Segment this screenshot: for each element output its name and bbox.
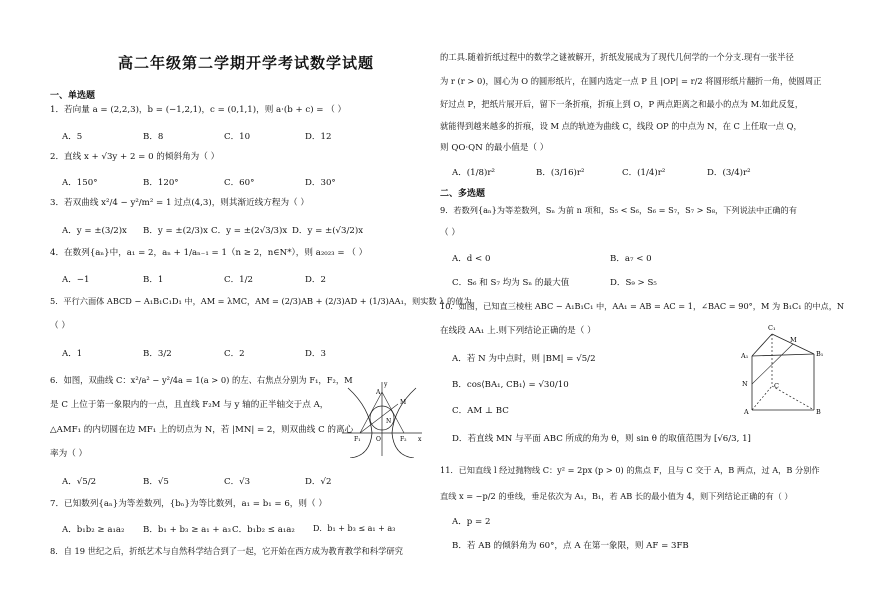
- q4-stem: 4．在数列{aₙ}中，a₁ = 2，aₙ + 1/aₙ₋₁ = 1（n ≥ 2，n∈N*），则 a₂₀₂₃ = （ ）: [50, 248, 368, 258]
- q6-stem-line4: 率为（ ）: [50, 449, 88, 459]
- q8-option-d: D．(3/4)r²: [707, 168, 751, 178]
- q1-option-a: A．5: [62, 132, 83, 142]
- q11-option-a: A．p = 2: [452, 517, 491, 527]
- q3-option-b: B．y = ±(2/3)x: [143, 226, 209, 236]
- q8-line1: 的工具.随着折纸过程中的数学之谜被解开，折纸发展成为了现代几何学的一个分支.现有一张半径: [440, 52, 794, 62]
- q5-option-b: B．3/2: [143, 349, 172, 359]
- label-m: M: [400, 399, 407, 406]
- label-n: N: [742, 380, 748, 388]
- label-n: N: [386, 418, 392, 425]
- q5-stem-line2: （ ）: [50, 321, 70, 331]
- label-m: M: [790, 336, 797, 344]
- q10-option-b: B．cos⟨BA₁, CB₁⟩ = √30/10: [452, 380, 569, 390]
- q10-option-d: D．若直线 MN 与平面 ABC 所成的角为 θ，则 sin θ 的取值范围为 [√6/3, 1]: [452, 434, 751, 444]
- q2-option-d: D．30°: [305, 178, 336, 188]
- q6-stem-line3: △AMF₁ 的内切圆在边 MF₁ 上的切点为 N，若 |MN| = 2，则双曲线 C 的离心: [50, 425, 354, 435]
- q7-option-d: D．b₁ + b₃ ≤ a₁ + a₃: [313, 524, 396, 533]
- q6-stem-line2: 是 C 上位于第一象限内的一点，且直线 F₂M 与 y 轴的正半轴交于点 A，: [50, 400, 329, 410]
- label-b: B: [816, 408, 821, 416]
- q8-option-a: A．(1/8)r²: [452, 168, 495, 178]
- q4-option-b: B．1: [143, 275, 164, 285]
- label-b1: B₁: [816, 350, 824, 358]
- hyperbola-figure: [340, 378, 425, 458]
- q8-stem-start: 8．自 19 世纪之后，折纸艺术与自然科学结合到了一起，它开始在西方成为教育教学和科学研究: [50, 546, 403, 556]
- q5-option-c: C．2: [224, 349, 245, 359]
- label-a: A: [376, 389, 381, 396]
- q7-option-a: A．b₁b₂ ≥ a₁a₂: [62, 525, 125, 535]
- q6-option-c: C．√3: [224, 477, 251, 487]
- edge-a-c: [752, 386, 772, 410]
- q11-stem-line2: 直线 x = −p/2 的垂线，垂足依次为 A₁，B₁，若 AB 长的最小值为 4，则下列结论正确的有（ ）: [440, 491, 793, 501]
- q1-option-d: D．12: [305, 132, 332, 142]
- q3-option-d: D．y = ±(√3/2)x: [292, 226, 364, 236]
- q7-option-c: C．b₁b₂ ≤ a₁a₂: [232, 525, 295, 535]
- q8-line3: 好过点 P，把纸片展开后，留下一条折痕，折痕上到 O，P 两点距离之和最小的点为 M.如此反复，: [440, 99, 804, 109]
- q9-option-a: A．d < 0: [452, 254, 491, 264]
- label-c1: C₁: [768, 324, 776, 332]
- q9-stem-line2: （ ）: [440, 228, 460, 238]
- q8-option-c: C．(1/4)r²: [622, 168, 666, 178]
- q7-option-b: B．b₁ + b₃ ≥ a₁ + a₃: [143, 525, 231, 535]
- q9-stem-line1: 9．若数列{aₙ}为等差数列，Sₙ 为前 n 项和，S₅ < S₆，S₆ = S₇，S₇ > S₈，下列说法中正确的有: [440, 205, 797, 215]
- q9-option-d: D．S₉ > S₅: [610, 278, 657, 288]
- q6-stem-line1: 6．如图，双曲线 C：x²/a² − y²/4a = 1(a > 0) 的左、右焦点分别为 F₁，F₂，M: [50, 375, 353, 385]
- label-y: y: [384, 381, 388, 388]
- q2-option-a: A．150°: [62, 178, 98, 188]
- label-c: C: [774, 382, 779, 390]
- label-f2: F₂: [400, 436, 407, 443]
- q4-option-c: C．1/2: [224, 275, 253, 285]
- q11-option-b: B．若 AB 的倾斜角为 60°，点 A 在第一象限，则 AF = 3FB: [452, 541, 689, 551]
- q9-option-b: B．a₇ < 0: [610, 254, 652, 264]
- q5-option-a: A．1: [62, 349, 83, 359]
- q5-option-d: D．3: [305, 349, 326, 359]
- q1-option-c: C．10: [224, 132, 251, 142]
- q2-option-b: B．120°: [143, 178, 179, 188]
- q11-stem-line1: 11．已知直线 l 经过抛物线 C：y² = 2px (p > 0) 的焦点 F，且与 C 交于 A，B 两点，过 A，B 分别作: [440, 465, 820, 475]
- q1-stem: 1．若向量 a = (2,2,3)，b = (−1,2,1)，c = (0,1,1)，则 a·(b + c) = （ ）: [50, 105, 347, 115]
- q5-stem-line1: 5．平行六面体 ABCD − A₁B₁C₁D₁ 中，AM = λMC，AM = (2/3)AB + (2/3)AD + (1/3)AA₁，则实数 λ 的值为: [50, 296, 472, 306]
- label-x: x: [418, 436, 422, 443]
- q9-option-c: C．S₆ 和 S₇ 均为 Sₙ 的最大值: [452, 278, 570, 288]
- q8-line2: 为 r (r > 0)，圆心为 O 的圆形纸片，在圆内选定一点 P 且 |OP| = r/2 将圆形纸片翻折一角，使圆周正: [440, 76, 822, 86]
- q7-stem: 7．已知数列{aₙ}为等差数列，{bₙ}为等比数列，a₁ = b₁ = 6，则（ ）: [50, 499, 327, 509]
- hyperbola-left-branch: [348, 388, 372, 458]
- q2-option-c: C．60°: [224, 178, 255, 188]
- edge-a1-b1: [752, 354, 814, 356]
- q4-option-a: A．−1: [62, 275, 90, 285]
- q8-line5: 则 QO·QN 的最小值是（ ）: [440, 143, 549, 153]
- q4-option-d: D．2: [305, 275, 326, 285]
- label-a: A: [744, 408, 749, 416]
- label-a1: A₁: [741, 352, 749, 360]
- q3-option-a: A．y = ±(3/2)x: [62, 226, 127, 236]
- q6-option-a: A．√5/2: [62, 477, 97, 487]
- q10-option-a: A．若 N 为中点时，则 |BM| = √5/2: [452, 354, 596, 364]
- q10-option-c: C．AM ⊥ BC: [452, 406, 509, 416]
- q2-stem: 2．直线 x + √3y + 2 = 0 的倾斜角为（ ）: [50, 152, 220, 162]
- section-single-choice: 一、单选题: [50, 91, 96, 101]
- page-title: 高二年级第二学期开学考试数学试题: [118, 54, 375, 72]
- prism-figure: [738, 318, 826, 418]
- q3-option-c: C．y = ±(2√3/3)x: [211, 226, 288, 236]
- label-o: O: [376, 436, 381, 443]
- segment-n-m: [752, 344, 793, 384]
- q10-stem-line2: 在线段 AA₁ 上.则下列结论正确的是（ ）: [440, 326, 596, 336]
- label-f1: F₁: [354, 436, 361, 443]
- q10-stem-line1: 10．如图，已知直三棱柱 ABC − A₁B₁C₁ 中，AA₁ = AB = AC = 1，∠BAC = 90°，M 为 B₁C₁ 的中点，N: [440, 301, 845, 311]
- section-multi-choice: 二、多选题: [440, 189, 486, 199]
- q6-option-b: B．√5: [143, 477, 169, 487]
- q3-stem: 3．若双曲线 x²/4 − y²/m² = 1 过点(4,3)，则其渐近线方程为（ ）: [50, 198, 309, 208]
- q6-option-d: D．√2: [305, 477, 332, 487]
- edge-a1-c1: [752, 334, 772, 356]
- q1-option-b: B．8: [143, 132, 164, 142]
- q8-line4: 就能得到越来越多的折痕，设 M 点的轨迹为曲线 C，线段 OP 的中点为 N，在 C 上任取一点 Q，: [440, 121, 802, 131]
- q8-option-b: B．(3/16)r²: [536, 168, 585, 178]
